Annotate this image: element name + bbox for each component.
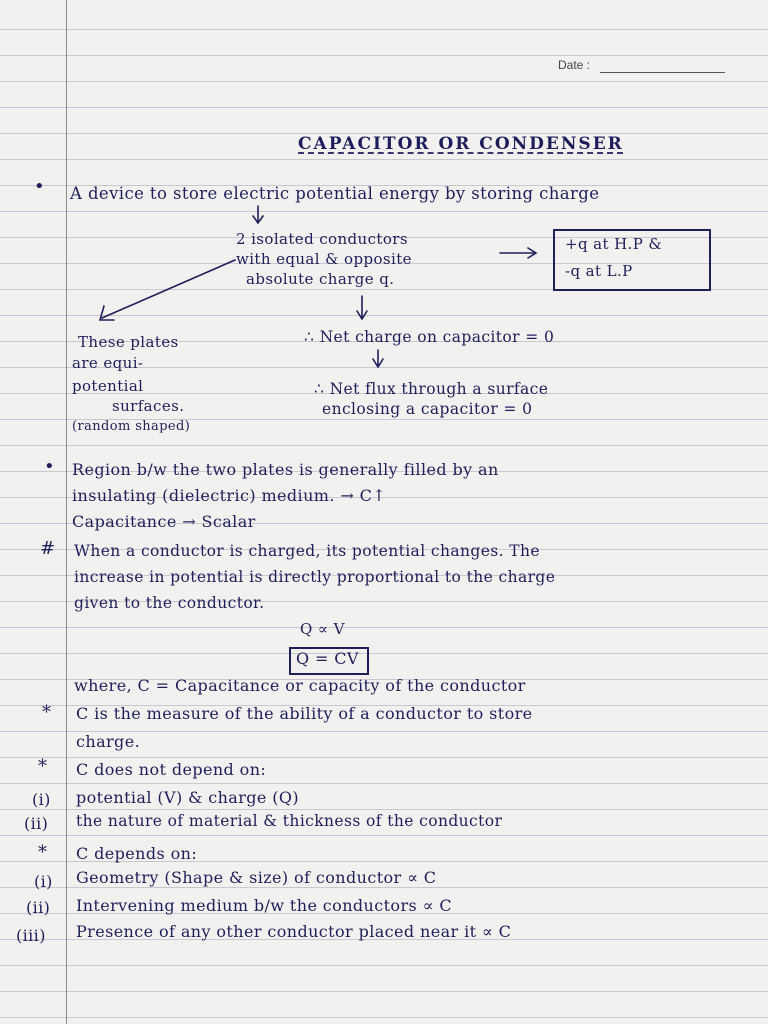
charging-line-2: increase in potential is directly proportional to the charge — [74, 568, 556, 586]
bullet-dot: • — [44, 456, 55, 477]
isolated-line-2: with equal & opposite — [236, 250, 412, 268]
plates-line-3: potential — [72, 377, 144, 395]
region-line-2: insulating (dielectric) medium. → C↑ — [72, 486, 387, 505]
note-text: C does not depend on: — [76, 760, 267, 779]
charge-hp: +q at H.P & — [565, 235, 663, 253]
charging-line-1: When a conductor is charged, its potential changes. The — [74, 542, 540, 560]
note-marker: * — [42, 702, 52, 723]
note-text: Intervening medium b/w the conductors ∝ C — [76, 896, 452, 915]
plates-line-4: surfaces. — [112, 397, 185, 415]
note-marker: * — [38, 756, 48, 777]
plates-line-1: These plates — [78, 333, 179, 351]
note-text: C depends on: — [76, 844, 198, 863]
charging-line-3: given to the conductor. — [74, 594, 265, 612]
bullet-dot: • — [34, 176, 45, 197]
formula: Q = CV — [296, 649, 359, 668]
where-line: where, C = Capacitance or capacity of the conductor — [74, 676, 526, 695]
isolated-line-3: absolute charge q. — [246, 270, 395, 288]
capacitance-line: Capacitance → Scalar — [72, 512, 256, 531]
note-text: the nature of material & thickness of the conductor — [76, 812, 503, 830]
page-title: CAPACITOR OR CONDENSER — [298, 134, 624, 154]
charge-lp: -q at L.P — [565, 262, 633, 280]
note-marker: (ii) — [24, 814, 49, 833]
note-text: Presence of any other conductor placed near it ∝ C — [76, 922, 512, 941]
plates-line-5: (random shaped) — [72, 419, 191, 434]
net-flux-line-1: ∴ Net flux through a surface — [314, 380, 549, 398]
note-marker: (ii) — [26, 898, 51, 917]
note-text: potential (V) & charge (Q) — [76, 788, 300, 807]
region-line-1: Region b/w the two plates is generally filled by an — [72, 460, 499, 479]
net-charge-line: ∴ Net charge on capacitor = 0 — [304, 328, 555, 346]
note-marker: * — [38, 842, 48, 863]
note-text: Geometry (Shape & size) of conductor ∝ C — [76, 868, 437, 887]
note-text: charge. — [76, 732, 141, 751]
hash-marker: # — [40, 538, 56, 559]
date-label: Date : — [558, 58, 591, 72]
arrow-diagonal-icon — [102, 260, 235, 318]
proportionality: Q ∝ V — [300, 620, 345, 638]
note-marker: (iii) — [16, 926, 46, 945]
note-marker: (i) — [34, 872, 53, 891]
isolated-line-1: 2 isolated conductors — [236, 230, 408, 248]
note-text: C is the measure of the ability of a conductor to store — [76, 704, 533, 723]
plates-line-2: are equi- — [72, 354, 144, 372]
net-flux-line-2: enclosing a capacitor = 0 — [322, 400, 533, 418]
note-marker: (i) — [32, 790, 51, 809]
definition-line: A device to store electric potential energy by storing charge — [70, 184, 600, 203]
